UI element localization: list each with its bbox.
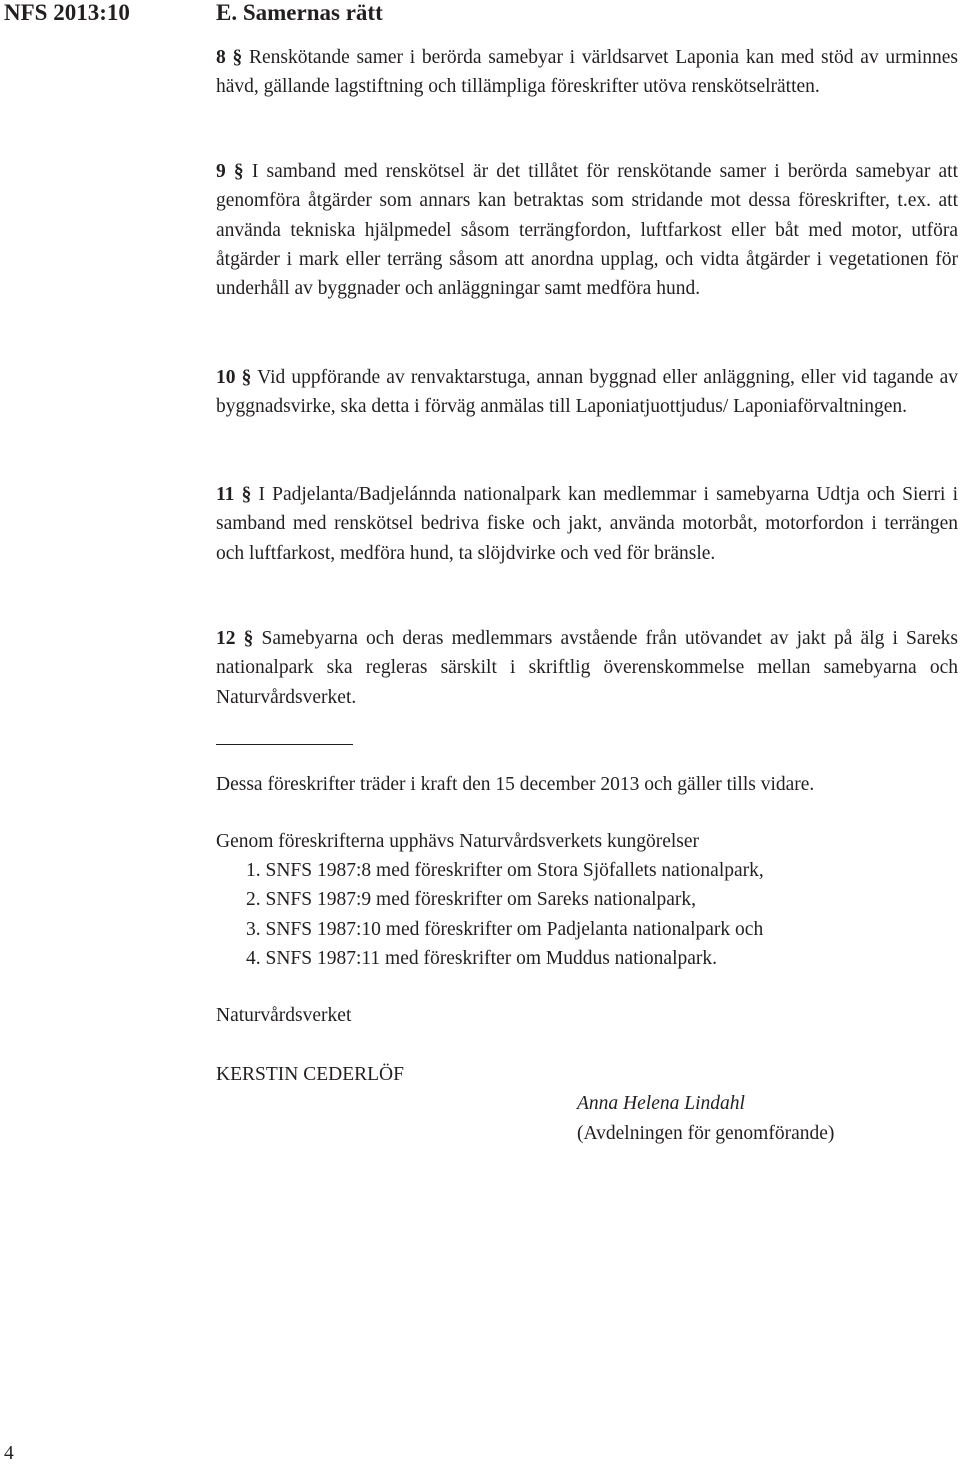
paragraph-text: Vid uppförande av renvaktarstuga, annan byggnad eller anläggning, eller vid tagande av byggnadsvirke, ska detta i förväg anmälas till Laponiatjuottjudus/ Laponiaförvaltningen. bbox=[216, 367, 958, 418]
section-divider bbox=[216, 744, 353, 745]
paragraph-number: 9 § bbox=[216, 161, 244, 182]
repealed-regulations-list bbox=[246, 856, 764, 973]
paragraph-11 bbox=[216, 480, 958, 568]
paragraph-text: I Padjelanta/Badjelánnda nationalpark kan medlemmar i samebyarna Udtja och Sierri i samband med renskötsel bedriva fiske och jakt, använda motorbåt, motorfordon i terrängen och luftfarkost, medföra hund, ta slöjdvirke och ved för bränsle. bbox=[216, 484, 958, 564]
issuing-authority: Naturvårdsverket bbox=[216, 1005, 352, 1026]
paragraph-number: 8 § bbox=[216, 47, 243, 68]
paragraph-number: 12 § bbox=[216, 628, 254, 649]
list-item: 1. SNFS 1987:8 med föreskrifter om Stora Sjöfallets nationalpark, bbox=[246, 860, 764, 881]
paragraph-text: Samebyarna och deras medlemmars avstående från utövandet av jakt på älg i Sareks nationalpark ska regleras särskilt i skriftlig överenskommelse mellan samebyarna och Naturvårdsverket. bbox=[216, 628, 958, 708]
repeal-intro: Genom föreskrifterna upphävs Naturvårdsverkets kungörelser bbox=[216, 831, 700, 852]
paragraph-9 bbox=[216, 157, 958, 303]
paragraph-number: 11 § bbox=[216, 484, 252, 505]
co-signatory-department: (Avdelningen för genomförande) bbox=[577, 1123, 835, 1144]
co-signatory-name: Anna Helena Lindahl bbox=[577, 1093, 745, 1114]
list-item: 3. SNFS 1987:10 med föreskrifter om Padjelanta nationalpark och bbox=[246, 918, 764, 940]
paragraph-10 bbox=[216, 363, 958, 422]
section-title: E. Samernas rätt bbox=[216, 0, 383, 25]
page-number: 4 bbox=[4, 1443, 14, 1464]
paragraph-number: 10 § bbox=[216, 367, 252, 388]
document-id: NFS 2013:10 bbox=[4, 0, 130, 25]
paragraph-text: Renskötande samer i berörda samebyar i världsarvet Laponia kan med stöd av urminnes hävd, gällande lagstiftning och tillämpliga föreskrifter utöva renskötselrätten. bbox=[216, 47, 959, 98]
paragraph-12 bbox=[216, 624, 958, 712]
effective-date-statement: Dessa föreskrifter träder i kraft den 15 december 2013 och gäller tills vidare. bbox=[216, 774, 815, 795]
signatory-name: KERSTIN CEDERLÖF bbox=[216, 1064, 404, 1085]
paragraph-8 bbox=[216, 43, 958, 102]
paragraph-text: I samband med renskötsel är det tillåtet för renskötande samer i berörda samebyar att genomföra åtgärder som annars kan betraktas som stridande mot dessa föreskrifter, t.ex. att använda tekniska hjälpmedel såsom terrängfordon, luftfarkost eller båt med motor, utföra åtgärder i mark eller terräng såsom att anordna upplag, och vidta åtgärder i vegetationen för underhåll av byggnader och anläggningar samt medföra hund. bbox=[216, 161, 958, 300]
list-item: 2. SNFS 1987:9 med föreskrifter om Sareks nationalpark, bbox=[246, 889, 697, 911]
list-item: 4. SNFS 1987:11 med föreskrifter om Muddus nationalpark. bbox=[246, 947, 718, 969]
